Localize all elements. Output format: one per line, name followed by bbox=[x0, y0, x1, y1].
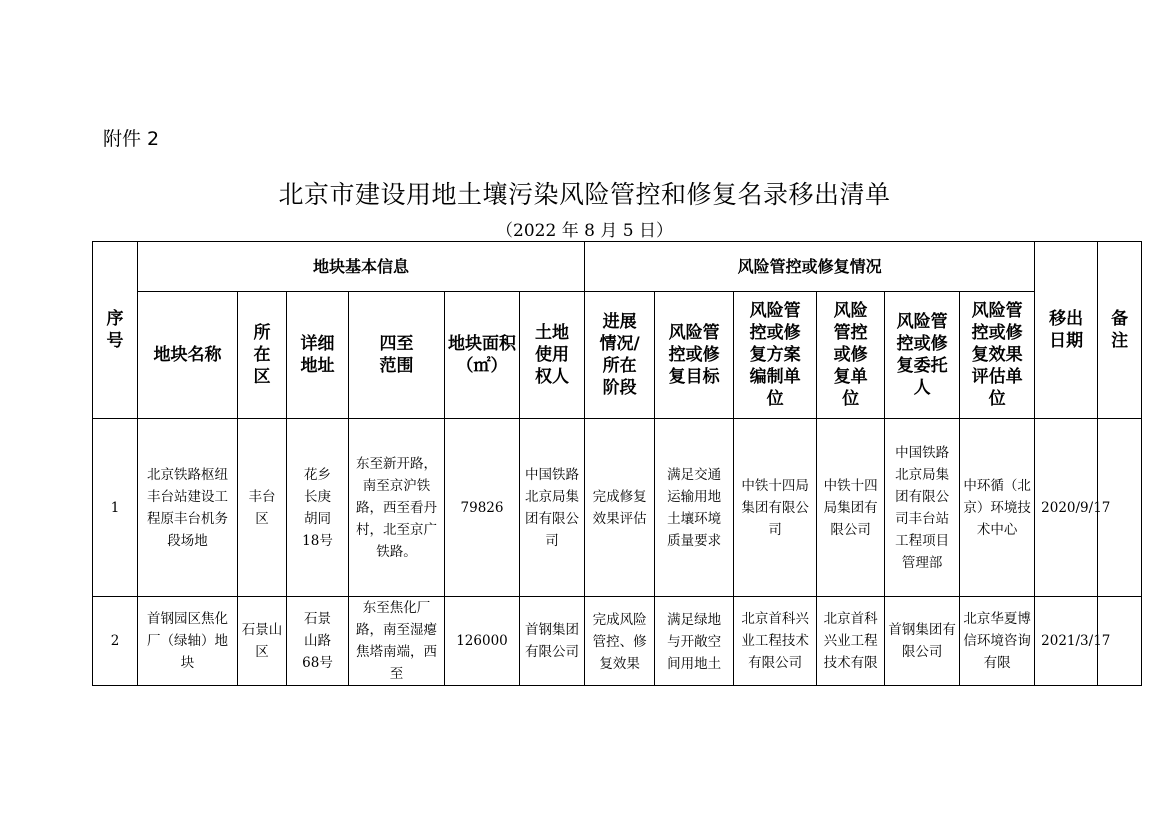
row-seq: 1 bbox=[93, 419, 138, 597]
row-remove-date: 2020/9/17 bbox=[1035, 419, 1098, 597]
header-address: 详细地址 bbox=[287, 292, 349, 419]
header-boundaries: 四至范围 bbox=[349, 292, 445, 419]
row-eval-unit: 北京华夏博信环境咨询有限 bbox=[960, 597, 1035, 686]
header-name: 地块名称 bbox=[138, 292, 238, 419]
row-client: 中国铁路北京局集团有限公司丰台站工程项目管理部 bbox=[885, 419, 960, 597]
row-progress: 完成风险管控、修复效果 bbox=[585, 597, 655, 686]
header-column-row bbox=[93, 292, 1142, 419]
row-owner: 首钢集团有限公司 bbox=[520, 597, 585, 686]
row-exec-unit: 中铁十四局集团有限公司 bbox=[817, 419, 885, 597]
row-plan-unit: 中铁十四局集团有限公司 bbox=[734, 419, 817, 597]
header-remark: 备注 bbox=[1098, 242, 1142, 419]
row-client: 首钢集团有限公司 bbox=[885, 597, 960, 686]
row-seq: 2 bbox=[93, 597, 138, 686]
row-district: 石景山区 bbox=[238, 597, 287, 686]
header-progress: 进展情况/所在阶段 bbox=[585, 292, 655, 419]
row-owner: 中国铁路北京局集团有限公司 bbox=[520, 419, 585, 597]
header-area: 地块面积（㎡） bbox=[445, 292, 520, 419]
row-address: 花乡长庚胡同18号 bbox=[287, 419, 349, 597]
header-seq: 序号 bbox=[93, 242, 138, 419]
header-plan-unit: 风险管控或修复方案编制单位 bbox=[734, 292, 817, 419]
row-district: 丰台区 bbox=[238, 419, 287, 597]
row-area: 79826 bbox=[445, 419, 520, 597]
header-owner: 土地使用权人 bbox=[520, 292, 585, 419]
header-exec-unit: 风险管控或修复单位 bbox=[817, 292, 885, 419]
document-title: 北京市建设用地土壤污染风险管控和修复名录移出清单 bbox=[278, 180, 891, 209]
header-group-risk: 风险管控或修复情况 bbox=[585, 242, 1035, 292]
header-district: 所在区 bbox=[238, 292, 287, 419]
table-row bbox=[93, 597, 1142, 686]
row-address: 石景山路68号 bbox=[287, 597, 349, 686]
row-boundaries: 东至新开路，南至京沪铁路，西至看丹村，北至京广铁路。 bbox=[349, 419, 445, 597]
row-target: 满足绿地与开敞空间用地土 bbox=[655, 597, 734, 686]
row-boundaries: 东至焦化厂路，南至湿瘪焦塔南端，西至 bbox=[349, 597, 445, 686]
header-group-row bbox=[93, 242, 1142, 292]
row-eval-unit: 中环循（北京）环境技术中心 bbox=[960, 419, 1035, 597]
row-area: 126000 bbox=[445, 597, 520, 686]
row-name: 北京铁路枢纽丰台站建设工程原丰台机务段场地 bbox=[138, 419, 238, 597]
attachment-label: 附件 2 bbox=[103, 128, 160, 150]
row-progress: 完成修复效果评估 bbox=[585, 419, 655, 597]
row-remove-date: 2021/3/17 bbox=[1035, 597, 1098, 686]
table-row bbox=[93, 419, 1142, 597]
row-target: 满足交通运输用地土壤环境质量要求 bbox=[655, 419, 734, 597]
header-group-basic: 地块基本信息 bbox=[138, 242, 585, 292]
row-plan-unit: 北京首科兴业工程技术有限公司 bbox=[734, 597, 817, 686]
removal-list-table bbox=[92, 241, 1142, 686]
row-exec-unit: 北京首科兴业工程技术有限 bbox=[817, 597, 885, 686]
header-remove-date: 移出日期 bbox=[1035, 242, 1098, 419]
header-target: 风险管控或修复目标 bbox=[655, 292, 734, 419]
header-eval-unit: 风险管控或修复效果评估单位 bbox=[960, 292, 1035, 419]
header-client: 风险管控或修复委托人 bbox=[885, 292, 960, 419]
document-date: （2022 年 8 月 5 日） bbox=[496, 221, 673, 241]
row-name: 首钢园区焦化厂（绿轴）地块 bbox=[138, 597, 238, 686]
